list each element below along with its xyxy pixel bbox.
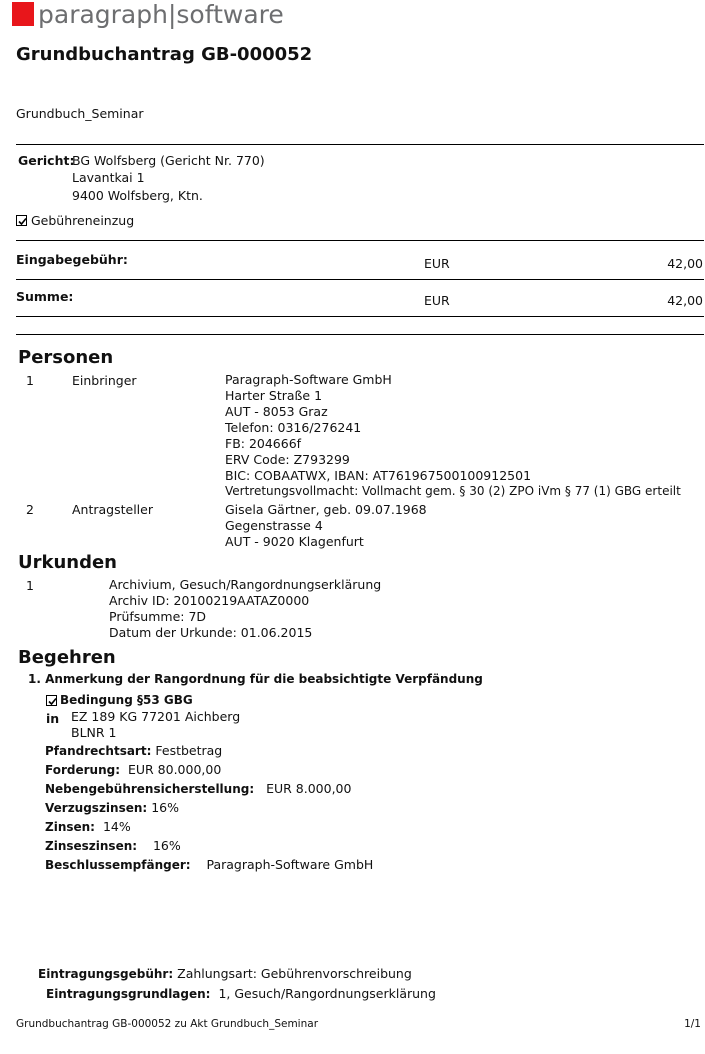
document-line: Datum der Urkunde: 01.06.2015 xyxy=(109,625,313,640)
divider xyxy=(16,316,704,317)
in-line: EZ 189 KG 77201 Aichberg xyxy=(71,709,241,724)
field-label: Zinseszinsen: xyxy=(45,839,138,853)
registration-fee-label: Eintragungsgebühr: xyxy=(38,967,174,981)
person-line: Vertretungsvollmacht: Vollmacht gem. § 30 (2) ZPO iVm § 77 (1) GBG erteilt xyxy=(225,484,681,498)
field-value: Paragraph-Software GmbH xyxy=(206,857,374,872)
document-line: Archiv ID: 20100219AATAZ0000 xyxy=(109,593,310,608)
condition-checkbox[interactable] xyxy=(46,695,57,706)
person-number: 1 xyxy=(26,373,34,388)
document-number: 1 xyxy=(26,578,34,593)
court-line: 9400 Wolfsberg, Ktn. xyxy=(72,188,203,203)
court-line: BG Wolfsberg (Gericht Nr. 770) xyxy=(72,153,265,168)
person-role: Einbringer xyxy=(72,373,137,388)
registration-fee xyxy=(38,966,412,981)
divider xyxy=(16,334,704,335)
person-line: FB: 204666f xyxy=(225,436,302,451)
fee-collection-checkbox[interactable] xyxy=(16,215,27,226)
person-line: Gegenstrasse 4 xyxy=(225,518,323,533)
field-label: Zinsen: xyxy=(45,820,95,834)
fee-currency: EUR xyxy=(424,256,450,271)
field-label: Verzugszinsen: xyxy=(45,801,148,815)
person-role: Antragsteller xyxy=(72,502,153,517)
sum-amount: 42,00 xyxy=(667,293,703,308)
request-field xyxy=(45,819,131,834)
person-line: BIC: COBAATWX, IBAN: AT761967500100912501 xyxy=(225,468,532,483)
field-value: 14% xyxy=(102,819,131,834)
logo-mark xyxy=(12,2,34,26)
check-icon xyxy=(17,216,28,227)
document-line: Prüfsumme: 7D xyxy=(109,609,207,624)
fee-amount: 42,00 xyxy=(667,256,703,271)
page-number: 1/1 xyxy=(684,1018,701,1030)
field-label: Forderung: xyxy=(45,763,120,777)
footer-text: Grundbuchantrag GB-000052 zu Akt Grundbuch_Seminar xyxy=(16,1018,319,1030)
field-value: Festbetrag xyxy=(155,743,223,758)
sum-label: Summe: xyxy=(16,289,74,304)
person-line: AUT - 8053 Graz xyxy=(225,404,328,419)
divider xyxy=(16,144,704,145)
request-field xyxy=(45,781,351,796)
person-line: AUT - 9020 Klagenfurt xyxy=(225,534,364,549)
registration-fee-value: Zahlungsart: Gebührenvorschreibung xyxy=(177,966,412,981)
request-title: 1. Anmerkung der Rangordnung für die beabsichtigte Verpfändung xyxy=(28,672,483,686)
registration-basis xyxy=(46,986,436,1001)
field-label: Pfandrechtsart: xyxy=(45,744,152,758)
request-field xyxy=(45,800,179,815)
logo-text: paragraph|software xyxy=(38,0,284,29)
request-field xyxy=(45,762,221,777)
field-value: 16% xyxy=(152,838,181,853)
condition-label: Bedingung §53 GBG xyxy=(60,693,193,707)
fee-label: Eingabegebühr: xyxy=(16,252,128,267)
check-icon xyxy=(47,696,58,707)
person-line: Paragraph-Software GmbH xyxy=(225,372,392,387)
sum-currency: EUR xyxy=(424,293,450,308)
page-title: Grundbuchantrag GB-000052 xyxy=(16,44,313,65)
court-line: Lavantkai 1 xyxy=(72,170,145,185)
person-line: Harter Straße 1 xyxy=(225,388,323,403)
registration-basis-label: Eintragungsgrundlagen: xyxy=(46,987,211,1001)
section-heading-documents: Urkunden xyxy=(18,552,117,573)
field-value: EUR 8.000,00 xyxy=(266,781,352,796)
person-line: Gisela Gärtner, geb. 09.07.1968 xyxy=(225,502,427,517)
section-heading-requests: Begehren xyxy=(18,647,116,668)
akt-name: Grundbuch_Seminar xyxy=(16,106,144,121)
request-field xyxy=(45,838,181,853)
court-label: Gericht: xyxy=(18,153,75,168)
fee-collection-label: Gebühreneinzug xyxy=(31,213,135,228)
field-value: 16% xyxy=(151,800,179,815)
divider xyxy=(16,240,704,241)
person-number: 2 xyxy=(26,502,34,517)
document-line: Archivium, Gesuch/Rangordnungserklärung xyxy=(109,577,382,592)
request-field xyxy=(45,743,222,758)
field-label: Nebengebührensicherstellung: xyxy=(45,782,255,796)
in-line: BLNR 1 xyxy=(71,725,117,740)
request-field xyxy=(45,857,373,872)
field-label: Beschlussempfänger: xyxy=(45,858,191,872)
field-value: EUR 80.000,00 xyxy=(127,762,222,777)
person-line: Telefon: 0316/276241 xyxy=(225,420,362,435)
section-heading-persons: Personen xyxy=(18,347,114,368)
divider xyxy=(16,279,704,280)
person-line: ERV Code: Z793299 xyxy=(225,452,350,467)
registration-basis-value: 1, Gesuch/Rangordnungserklärung xyxy=(218,986,436,1001)
in-label: in xyxy=(46,711,60,726)
